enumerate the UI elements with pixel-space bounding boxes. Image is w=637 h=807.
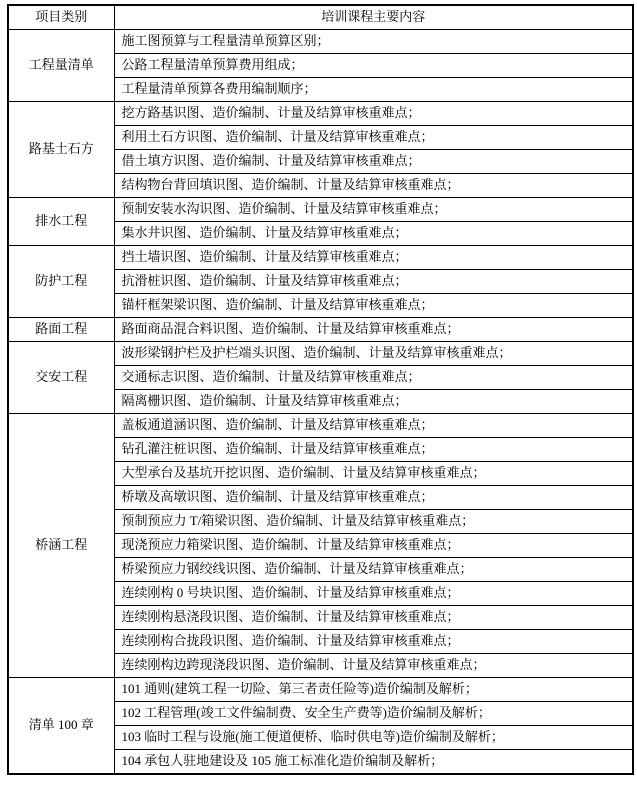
table-row: [8, 102, 633, 126]
table-body: [8, 30, 633, 775]
content-cell: 101 通则(建筑工程一切险、第三者责任险等)造价编制及解析；: [114, 678, 633, 702]
content-cell: 连续刚构悬浇段识图、造价编制、计量及结算审核重难点；: [114, 606, 633, 630]
content-cell: 连续刚构合拢段识图、造价编制、计量及结算审核重难点；: [114, 630, 633, 654]
category-cell-1: 路基土石方: [8, 102, 114, 198]
content-cell: 抗滑桩识图、造价编制、计量及结算审核重难点；: [114, 270, 633, 294]
table-row: [8, 30, 633, 54]
content-cell: 大型承台及基坑开挖识图、造价编制、计量及结算审核重难点；: [114, 462, 633, 486]
content-cell: 借土填方识图、造价编制、计量及结算审核重难点；: [114, 150, 633, 174]
table-row: [8, 414, 633, 438]
header-row: [8, 5, 633, 30]
content-cell: 公路工程量清单预算费用组成；: [114, 54, 633, 78]
category-cell-3: 防护工程: [8, 246, 114, 318]
content-cell: 桥墩及高墩识图、造价编制、计量及结算审核重难点；: [114, 486, 633, 510]
category-cell-4: 路面工程: [8, 318, 114, 342]
category-cell-7: 清单 100 章: [8, 678, 114, 775]
content-cell: 隔离栅识图、造价编制、计量及结算审核重难点；: [114, 390, 633, 414]
header-content: 培训课程主要内容: [114, 5, 633, 30]
content-cell: 预制安装水沟识图、造价编制、计量及结算审核重难点；: [114, 198, 633, 222]
content-cell: 连续刚构边跨现浇段识图、造价编制、计量及结算审核重难点；: [114, 654, 633, 678]
content-cell: 集水井识图、造价编制、计量及结算审核重难点；: [114, 222, 633, 246]
content-cell: 挡土墙识图、造价编制、计量及结算审核重难点；: [114, 246, 633, 270]
table-row: [8, 318, 633, 342]
training-course-table: [7, 4, 634, 775]
content-cell: 连续刚构 0 号块识图、造价编制、计量及结算审核重难点；: [114, 582, 633, 606]
content-cell: 桥梁预应力钢绞线识图、造价编制、计量及结算审核重难点；: [114, 558, 633, 582]
content-cell: 挖方路基识图、造价编制、计量及结算审核重难点；: [114, 102, 633, 126]
table-row: [8, 342, 633, 366]
content-cell: 104 承包人驻地建设及 105 施工标准化造价编制及解析；: [114, 750, 633, 775]
content-cell: 103 临时工程与设施(施工便道便桥、临时供电等)造价编制及解析；: [114, 726, 633, 750]
content-cell: 预制预应力 T/箱梁识图、造价编制、计量及结算审核重难点；: [114, 510, 633, 534]
content-cell: 工程量清单预算各费用编制顺序；: [114, 78, 633, 102]
table-row: [8, 678, 633, 702]
category-cell-6: 桥涵工程: [8, 414, 114, 678]
content-cell: 锚杆框架梁识图、造价编制、计量及结算审核重难点；: [114, 294, 633, 318]
category-cell-5: 交安工程: [8, 342, 114, 414]
training-course-table-container: [7, 4, 634, 775]
content-cell: 102 工程管理(竣工文件编制费、安全生产费等)造价编制及解析；: [114, 702, 633, 726]
table-row: [8, 198, 633, 222]
header-category: 项目类别: [8, 5, 114, 30]
content-cell: 盖板通道涵识图、造价编制、计量及结算审核重难点；: [114, 414, 633, 438]
category-cell-2: 排水工程: [8, 198, 114, 246]
content-cell: 路面商品混合料识图、造价编制、计量及结算审核重难点；: [114, 318, 633, 342]
content-cell: 交通标志识图、造价编制、计量及结算审核重难点；: [114, 366, 633, 390]
content-cell: 结构物台背回填识图、造价编制、计量及结算审核重难点；: [114, 174, 633, 198]
content-cell: 波形梁钢护栏及护栏端头识图、造价编制、计量及结算审核重难点；: [114, 342, 633, 366]
category-cell-0: 工程量清单: [8, 30, 114, 102]
content-cell: 钻孔灌注桩识图、造价编制、计量及结算审核重难点；: [114, 438, 633, 462]
table-row: [8, 246, 633, 270]
content-cell: 施工图预算与工程量清单预算区别；: [114, 30, 633, 54]
content-cell: 现浇预应力箱梁识图、造价编制、计量及结算审核重难点；: [114, 534, 633, 558]
content-cell: 利用土石方识图、造价编制、计量及结算审核重难点；: [114, 126, 633, 150]
